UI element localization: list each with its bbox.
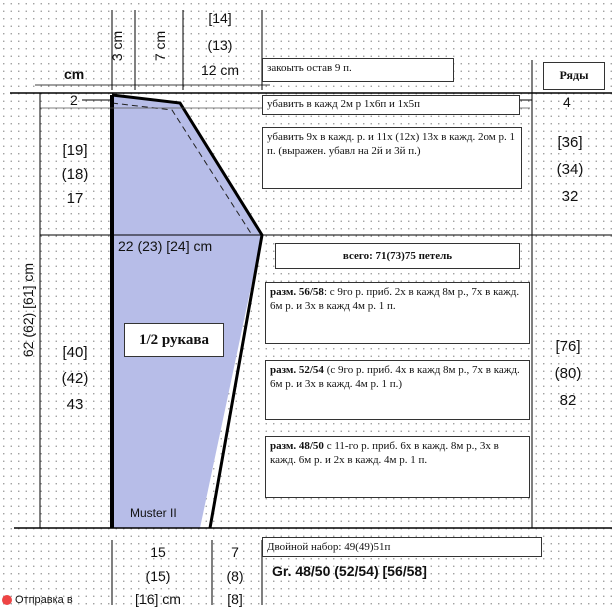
cast-on-text: Двойной набор: 49(49)51п: [267, 541, 391, 553]
mid-width: 22 (23) [24] cm: [118, 238, 213, 254]
cap-left-2: (18): [61, 166, 89, 183]
body-left-1: [40]: [62, 344, 88, 361]
bottom-rib-2: (8): [226, 568, 244, 584]
dim-3cm: 3 cm: [109, 30, 125, 62]
cap-left-1: [19]: [62, 142, 88, 159]
decrease-top-box: [262, 95, 520, 115]
size-56-58-body: : с 9го р. приб. 2х в кажд 8м р., 7х в кажд. 6м р. и 3х в кажд 4м р. 1 п.: [270, 286, 520, 312]
watermark-text: Отправка в: [15, 594, 73, 606]
bottom-width-3: [16] cm: [135, 591, 181, 607]
bottom-rib-1: 7: [231, 544, 239, 560]
bind-off-box: [262, 58, 454, 82]
cap-right-1: [36]: [557, 134, 583, 151]
bind-off-text: закоыть остав 9 п.: [267, 62, 352, 74]
sizes-label: Gr. 48/50 (52/54) [56/58]: [272, 563, 427, 579]
cap-left-3: 17: [66, 190, 84, 207]
size-52-54-head: разм. 52/54: [270, 364, 324, 376]
mail-icon: [2, 595, 12, 605]
dim-width-line-1: [14]: [208, 10, 232, 26]
rows-header-box: [543, 62, 605, 90]
total-box: [275, 243, 520, 269]
sleeve-label-box: [124, 323, 224, 357]
size-48-50-body: с 11-го р. приб. 6х в кажд. 8м р., 3х в кажд. 6м р. и 2х в кажд. 4м р. 1 п.: [270, 440, 499, 466]
watermark: [2, 594, 73, 606]
pattern-label: Muster II: [130, 506, 177, 520]
total-text: всего: 71(73)75 петель: [342, 250, 453, 262]
size-52-54-box: [265, 360, 530, 420]
body-right-3: 82: [559, 392, 577, 409]
cast-on-box: [262, 537, 542, 557]
bottom-rib-3: [8]: [227, 591, 243, 607]
size-48-50-box: [265, 436, 530, 498]
size-56-58-head: разм. 56/58: [270, 286, 324, 298]
size-52-54-body: (с 9го р. приб. 4х в кажд 8м р., 7х в кажд. 6м р. и 3х в кажд. 4м р. 1 п.): [270, 364, 520, 390]
body-left-3: 43: [66, 396, 84, 413]
rows-header: Ряды: [559, 68, 589, 82]
decrease-cap-text: убавить 9х в кажд. р. и 11х (12х) 13х в кажд. 2ом р. 1 п. (выражен. убавл на 2й и 3й п.): [267, 131, 515, 157]
dim-width-line-3: 12 cm: [200, 62, 240, 78]
body-right-1: [76]: [555, 338, 581, 355]
size-48-50-head: разм. 48/50: [270, 440, 324, 452]
body-right-2: (80): [554, 365, 582, 382]
bottom-width-1: 15: [150, 544, 166, 560]
body-left-2: (42): [61, 370, 89, 387]
cap-right-2: (34): [556, 161, 584, 178]
left-header-cm: cm: [64, 66, 85, 82]
row-top-left: 2: [70, 92, 78, 108]
sleeve-label: 1/2 рукава: [138, 332, 210, 348]
row-top-right: 4: [563, 94, 571, 110]
cap-right-3: 32: [561, 188, 579, 205]
bottom-width-2: (15): [145, 568, 171, 584]
decrease-cap-box: [262, 127, 522, 189]
decrease-top-text: убавить в кажд 2м р 1х6п и 1х5п: [267, 98, 421, 110]
total-length: 62 (62) [61] cm: [20, 262, 36, 358]
sleeve-shape: [112, 95, 262, 528]
dim-width-line-2: (13): [207, 37, 233, 53]
dim-7cm: 7 cm: [152, 30, 168, 62]
size-56-58-box: [265, 282, 530, 344]
